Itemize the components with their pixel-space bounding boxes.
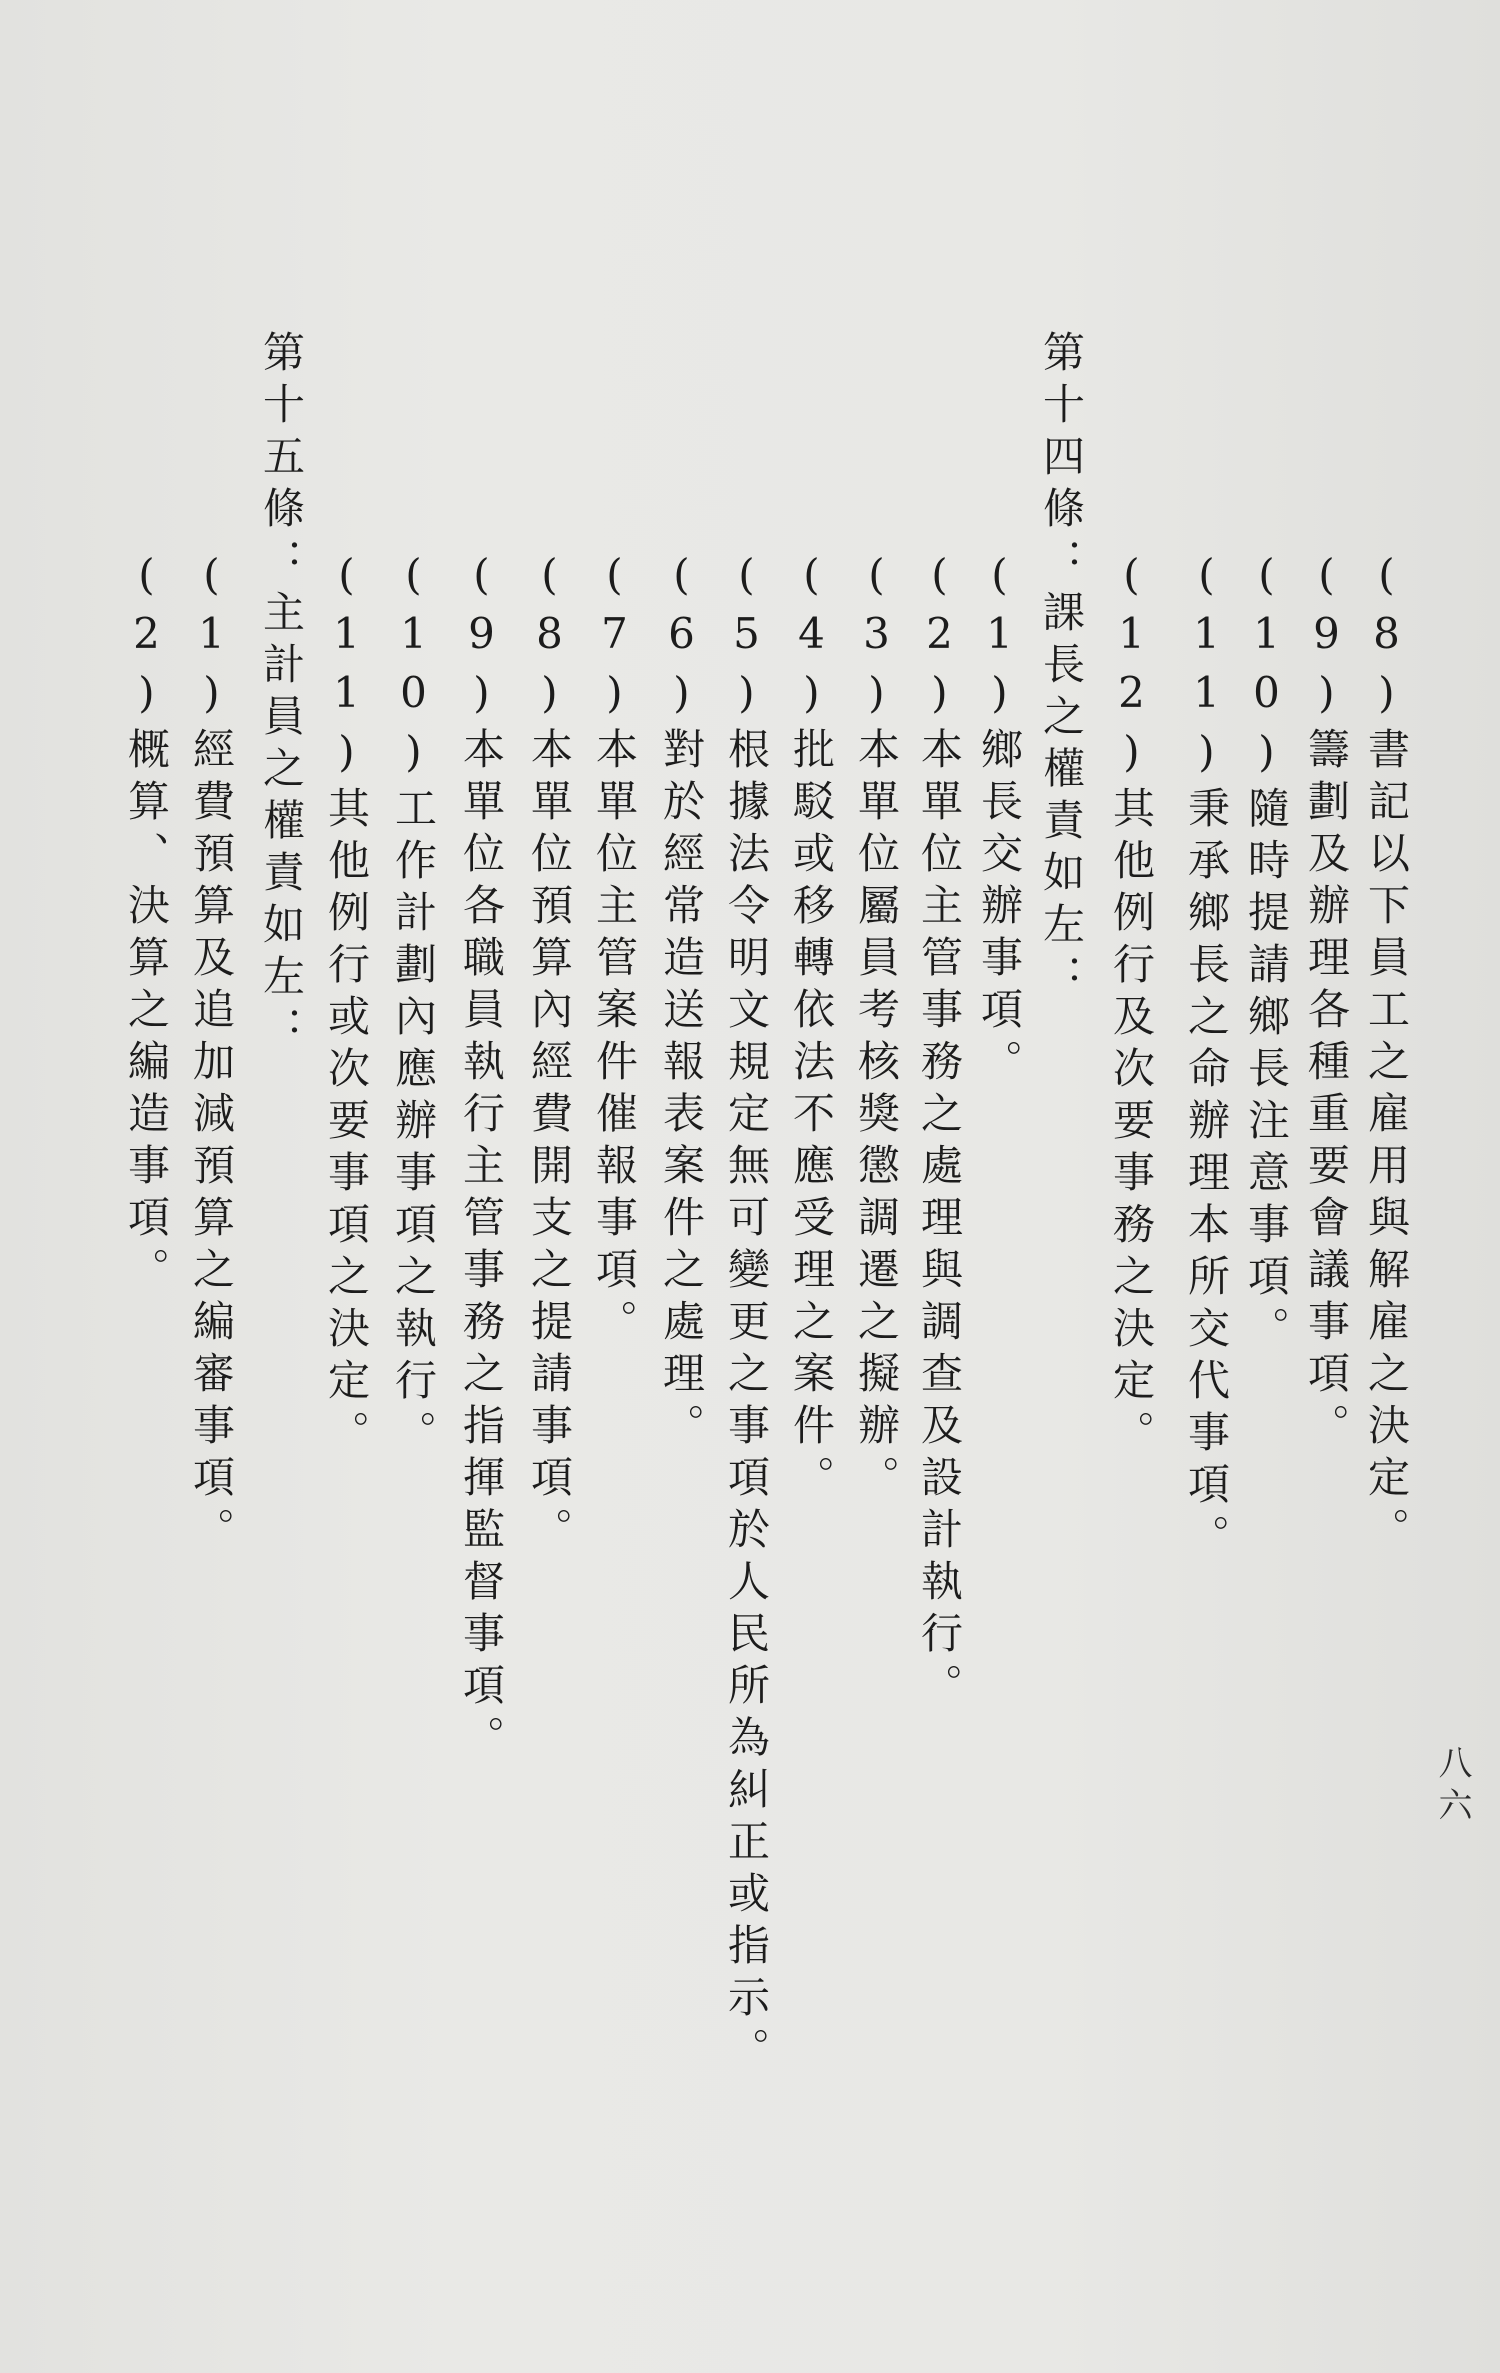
article14-item-8: (8)本單位預算內經費開支之提請事項。 [525, 550, 574, 1559]
article14-item-10: (10)工作計劃內應辦事項之執行。 [389, 550, 438, 1462]
article14-item-7: (7)本單位主管案件催報事項。 [590, 550, 639, 1351]
article14-pre-item-8: (8)書記以下員工之雇用與解雇之決定。 [1362, 550, 1411, 1559]
article14-heading: 第十四條：課長之權責如左： [1037, 330, 1086, 1006]
article14-pre-item-9: (9)籌劃及辦理各種重要會議事項。 [1302, 550, 1351, 1455]
article14-item-9: (9)本單位各職員執行主管事務之指揮監督事項。 [457, 550, 506, 1767]
article14-item-6: (6)對於經常造送報表案件之處理。 [657, 550, 706, 1455]
article14-pre-item-12: (12)其他例行及次要事務之決定。 [1107, 550, 1156, 1462]
article15-item-2: (2)概算、決算之編造事項。 [122, 550, 171, 1299]
article15-heading: 第十五條：主計員之權責如左： [257, 330, 306, 1058]
article15-item-1: (1)經費預算及追加減預算之編審事項。 [187, 550, 236, 1559]
page-number: 八六 [1432, 1745, 1472, 1829]
article14-item-2: (2)本單位主管事務之處理與調查及設計執行。 [915, 550, 964, 1715]
article14-pre-item-10: (10)隨時提請鄉長注意事項。 [1242, 550, 1291, 1358]
article14-item-5: (5)根據法令明文規定無可變更之事項於人民所為糾正或指示。 [722, 550, 771, 2079]
article14-pre-item-11: (11)秉承鄉長之命辦理本所交代事項。 [1182, 550, 1231, 1566]
article14-item-11: (11)其他例行或次要事項之決定。 [322, 550, 371, 1462]
article14-item-1: (1)鄉長交辦事項。 [975, 550, 1024, 1091]
article14-item-4: (4)批駁或移轉依法不應受理之案件。 [787, 550, 836, 1507]
article14-item-3: (3)本單位屬員考核獎懲調遷之擬辦。 [852, 550, 901, 1507]
